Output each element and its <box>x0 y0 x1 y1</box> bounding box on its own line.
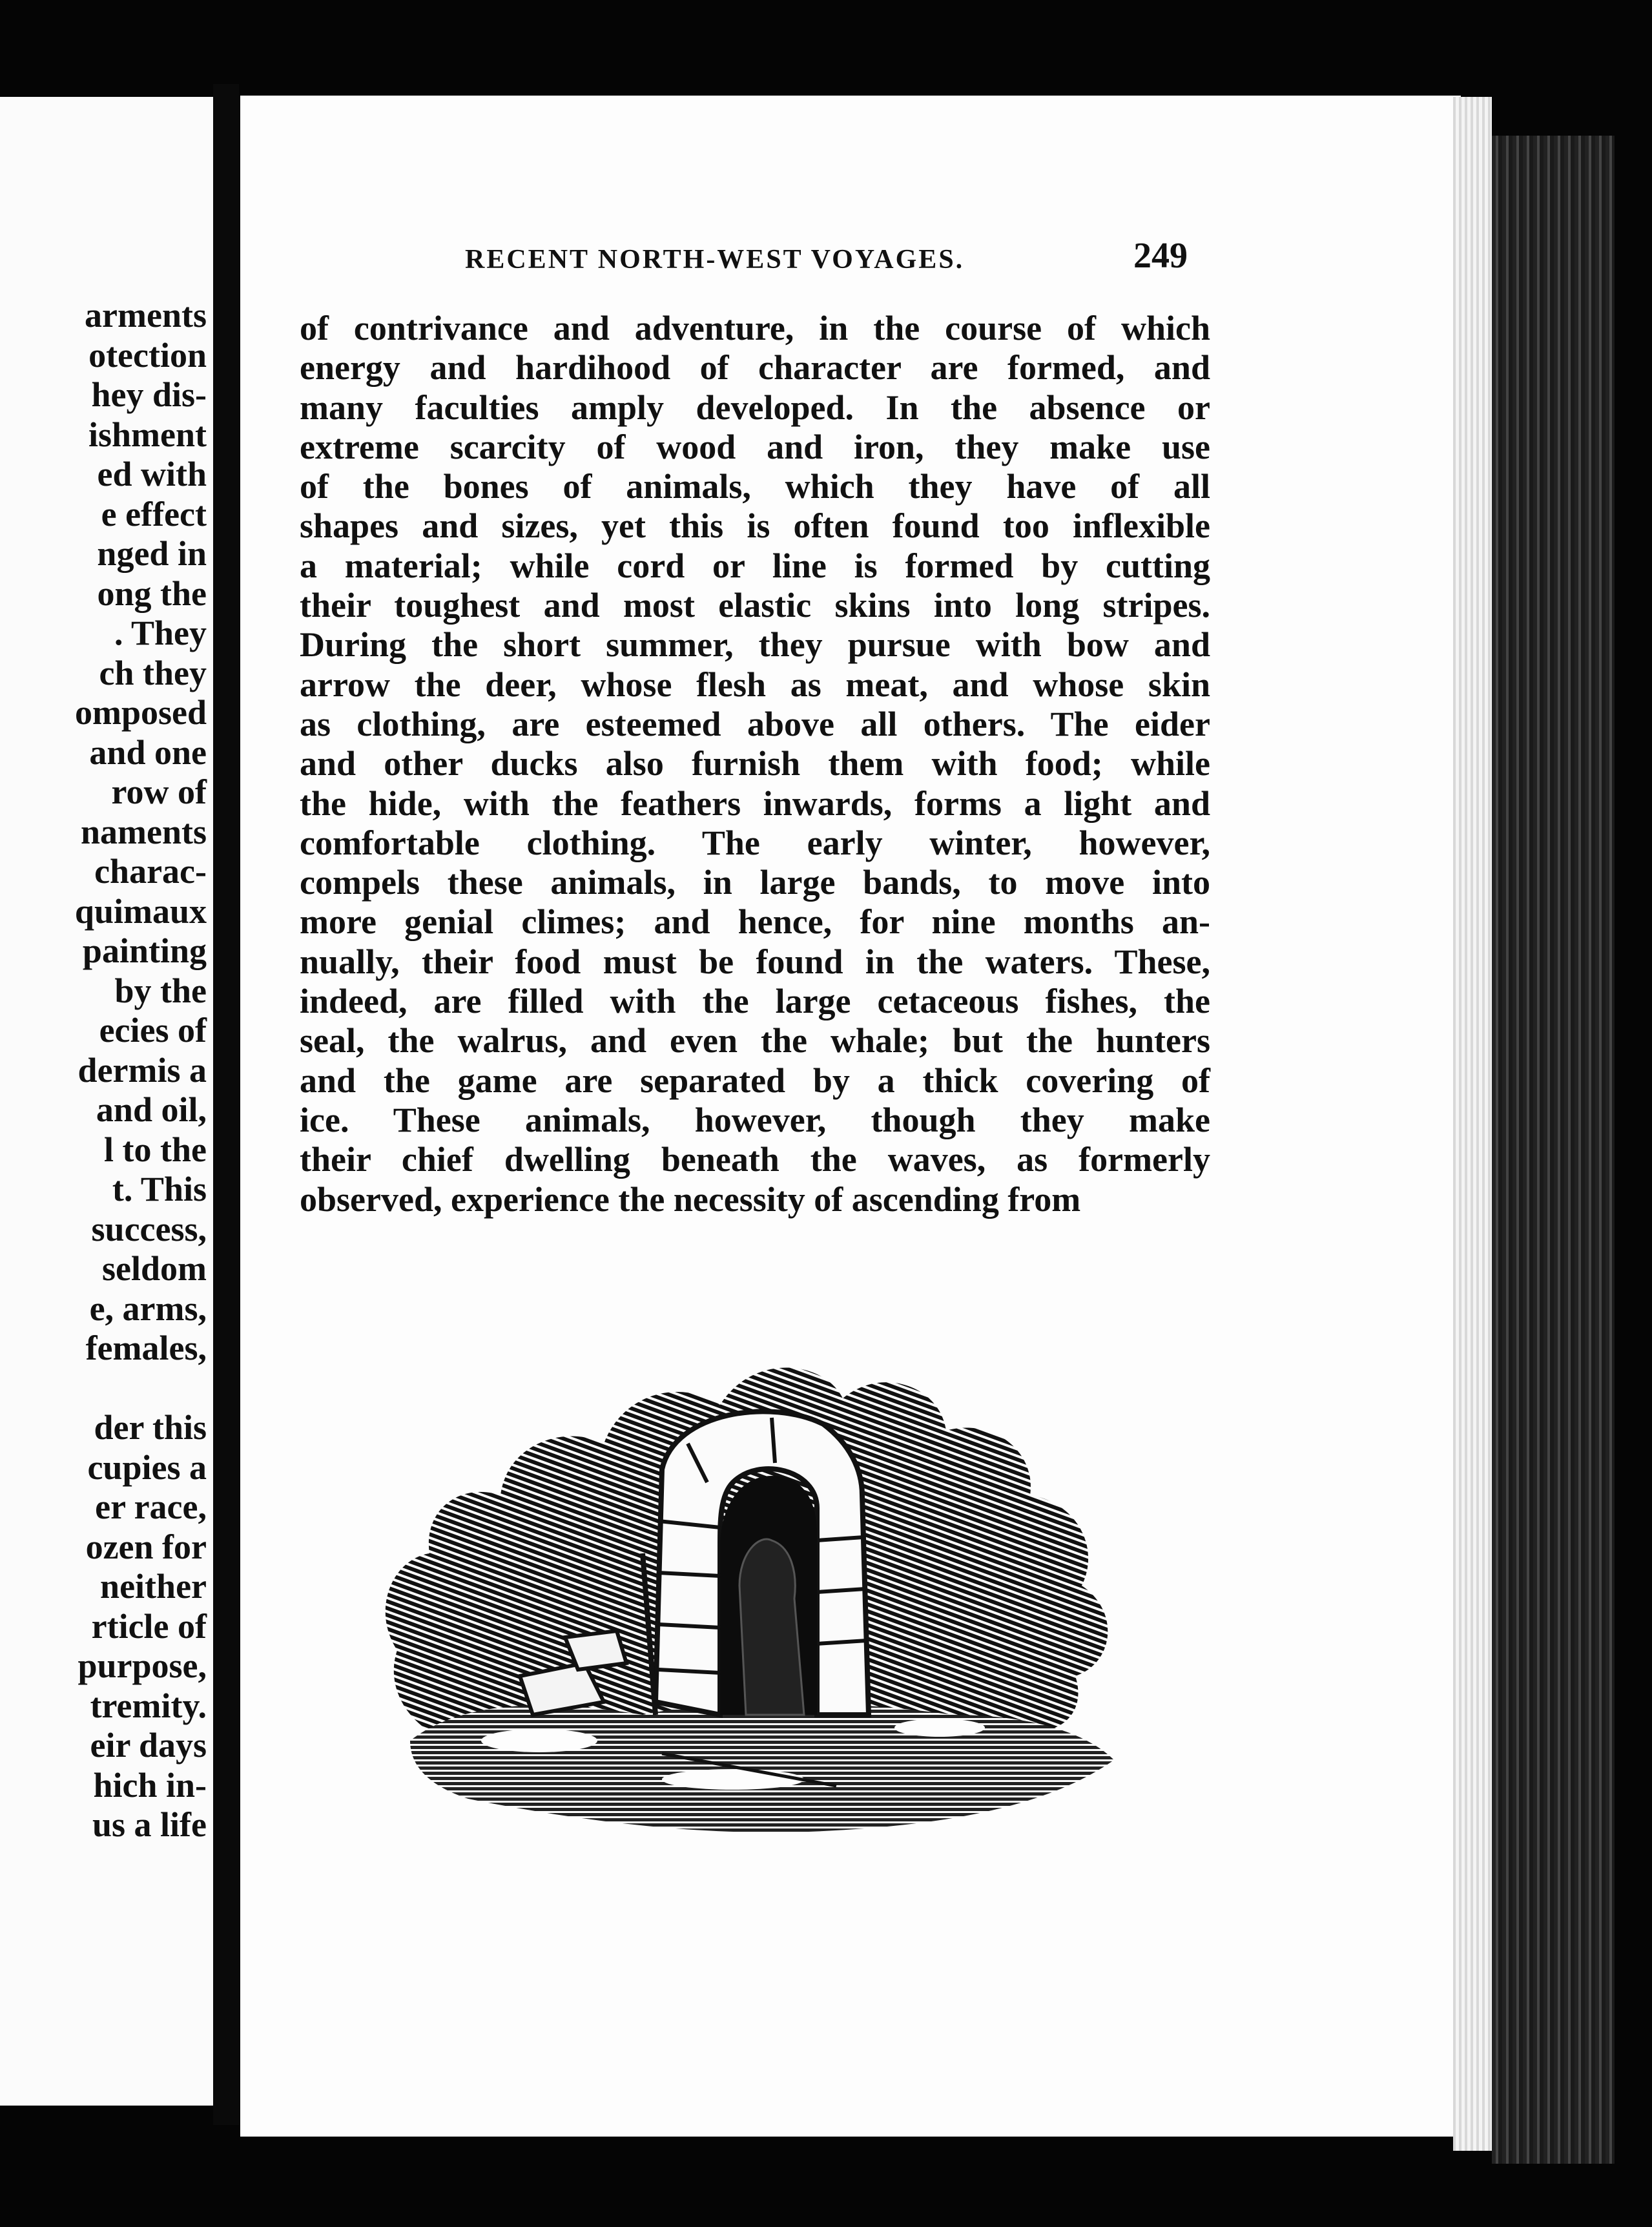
left-line: dermis a <box>77 1050 207 1090</box>
left-line: der this <box>94 1408 207 1447</box>
left-line: neither <box>100 1567 207 1606</box>
text-line: the hide, with the feathers inwards, forms a light and <box>300 783 1210 823</box>
text-line: and the game are separated by a thick covering of <box>300 1061 1210 1100</box>
left-line: purpose, <box>77 1646 207 1685</box>
text-line: indeed, are filled with the large cetaceous fishes, the <box>300 982 1210 1021</box>
left-line <box>0 1369 207 1409</box>
text-line: observed, experience the necessity of ascending from <box>300 1179 1081 1219</box>
snow-patch <box>894 1719 985 1737</box>
page-edges <box>1453 97 1492 2151</box>
text-line: nually, their food must be found in the waters. These, <box>300 942 1210 981</box>
left-line: l to the <box>104 1130 207 1169</box>
left-line: eir days <box>90 1726 207 1765</box>
left-line: quimaux <box>74 891 207 931</box>
text-line: and other ducks also furnish them with food; while <box>300 744 1210 783</box>
left-line: hich in- <box>93 1765 207 1805</box>
text-line: their toughest and most elastic skins into long stripes. <box>300 586 1210 625</box>
left-line: rticle of <box>91 1606 207 1646</box>
text-line: a material; while cord or line is formed by cutting <box>300 546 1210 585</box>
text-line: seal, the walrus, and even the whale; but the hunters <box>300 1021 1210 1061</box>
left-line: ishment <box>88 415 207 454</box>
left-line: us a life <box>92 1805 207 1844</box>
text-line: shapes and sizes, yet this is often found too inflexible <box>300 506 1210 546</box>
left-line: females, <box>85 1329 207 1367</box>
left-line: . They <box>114 614 207 652</box>
book-fore-edge <box>1492 136 1615 2164</box>
left-page <box>0 97 213 2106</box>
text-line: more genial climes; and hence, for nine months an- <box>300 902 1210 942</box>
text-line: arrow the deer, whose flesh as meat, and whose skin <box>300 665 1210 704</box>
left-line: ch they <box>99 653 207 692</box>
left-line: er race, <box>95 1487 207 1526</box>
left-line: e, arms, <box>89 1289 207 1328</box>
text-line: During the short summer, they pursue with bow and <box>300 625 1210 665</box>
left-line: success, <box>91 1209 207 1248</box>
left-line: painting <box>82 931 207 970</box>
left-line: nged in <box>97 534 207 573</box>
left-line: and one <box>89 732 207 772</box>
snow-patch <box>662 1769 804 1790</box>
text-line: extreme scarcity of wood and iron, they make use <box>300 427 1210 466</box>
snow-patch <box>481 1729 597 1752</box>
page-number: 249 <box>1133 236 1188 276</box>
text-line: comfortable clothing. The early winter, however, <box>300 823 1210 862</box>
text-line: as clothing, are esteemed above all others. The eider <box>300 704 1210 743</box>
text-line: compels these animals, in large bands, to move into <box>300 863 1210 902</box>
text-line: of contrivance and adventure, in the course of which <box>300 309 1210 347</box>
woodcut-illustration <box>371 1250 1140 1850</box>
left-page-text <box>0 296 207 1845</box>
left-line: ecies of <box>99 1011 207 1050</box>
left-line: e effect <box>101 494 207 533</box>
left-line: hey dis- <box>91 375 207 414</box>
text-line: their chief dwelling beneath the waves, as formerly <box>300 1140 1210 1179</box>
left-line: ed with <box>97 455 207 493</box>
left-line: charac- <box>94 852 207 891</box>
body-text <box>300 309 1210 1219</box>
running-head: RECENT NORTH-WEST VOYAGES. <box>465 245 965 274</box>
left-line: naments <box>80 812 207 851</box>
text-line: many faculties amply developed. In the absence or <box>300 388 1210 427</box>
text-line: energy and hardihood of character are formed, and <box>300 348 1210 388</box>
left-line: otection <box>88 335 207 375</box>
left-line: ozen for <box>85 1527 207 1566</box>
left-line: omposed <box>74 693 207 732</box>
left-line: by the <box>114 971 207 1010</box>
left-line: t. This <box>112 1170 207 1208</box>
left-line: seldom <box>102 1249 207 1288</box>
left-line: arments <box>85 296 207 335</box>
left-line: and oil, <box>96 1090 207 1129</box>
text-line: ice. These animals, however, though they make <box>300 1100 1210 1139</box>
left-line: ong the <box>97 574 207 613</box>
left-line: row of <box>111 772 207 811</box>
text-line: of the bones of animals, which they have of all <box>300 467 1210 506</box>
left-line: cupies a <box>87 1447 207 1487</box>
book-gutter <box>213 84 239 2125</box>
snow-block <box>565 1631 626 1670</box>
left-line: tremity. <box>90 1686 207 1725</box>
ground <box>410 1703 1114 1832</box>
